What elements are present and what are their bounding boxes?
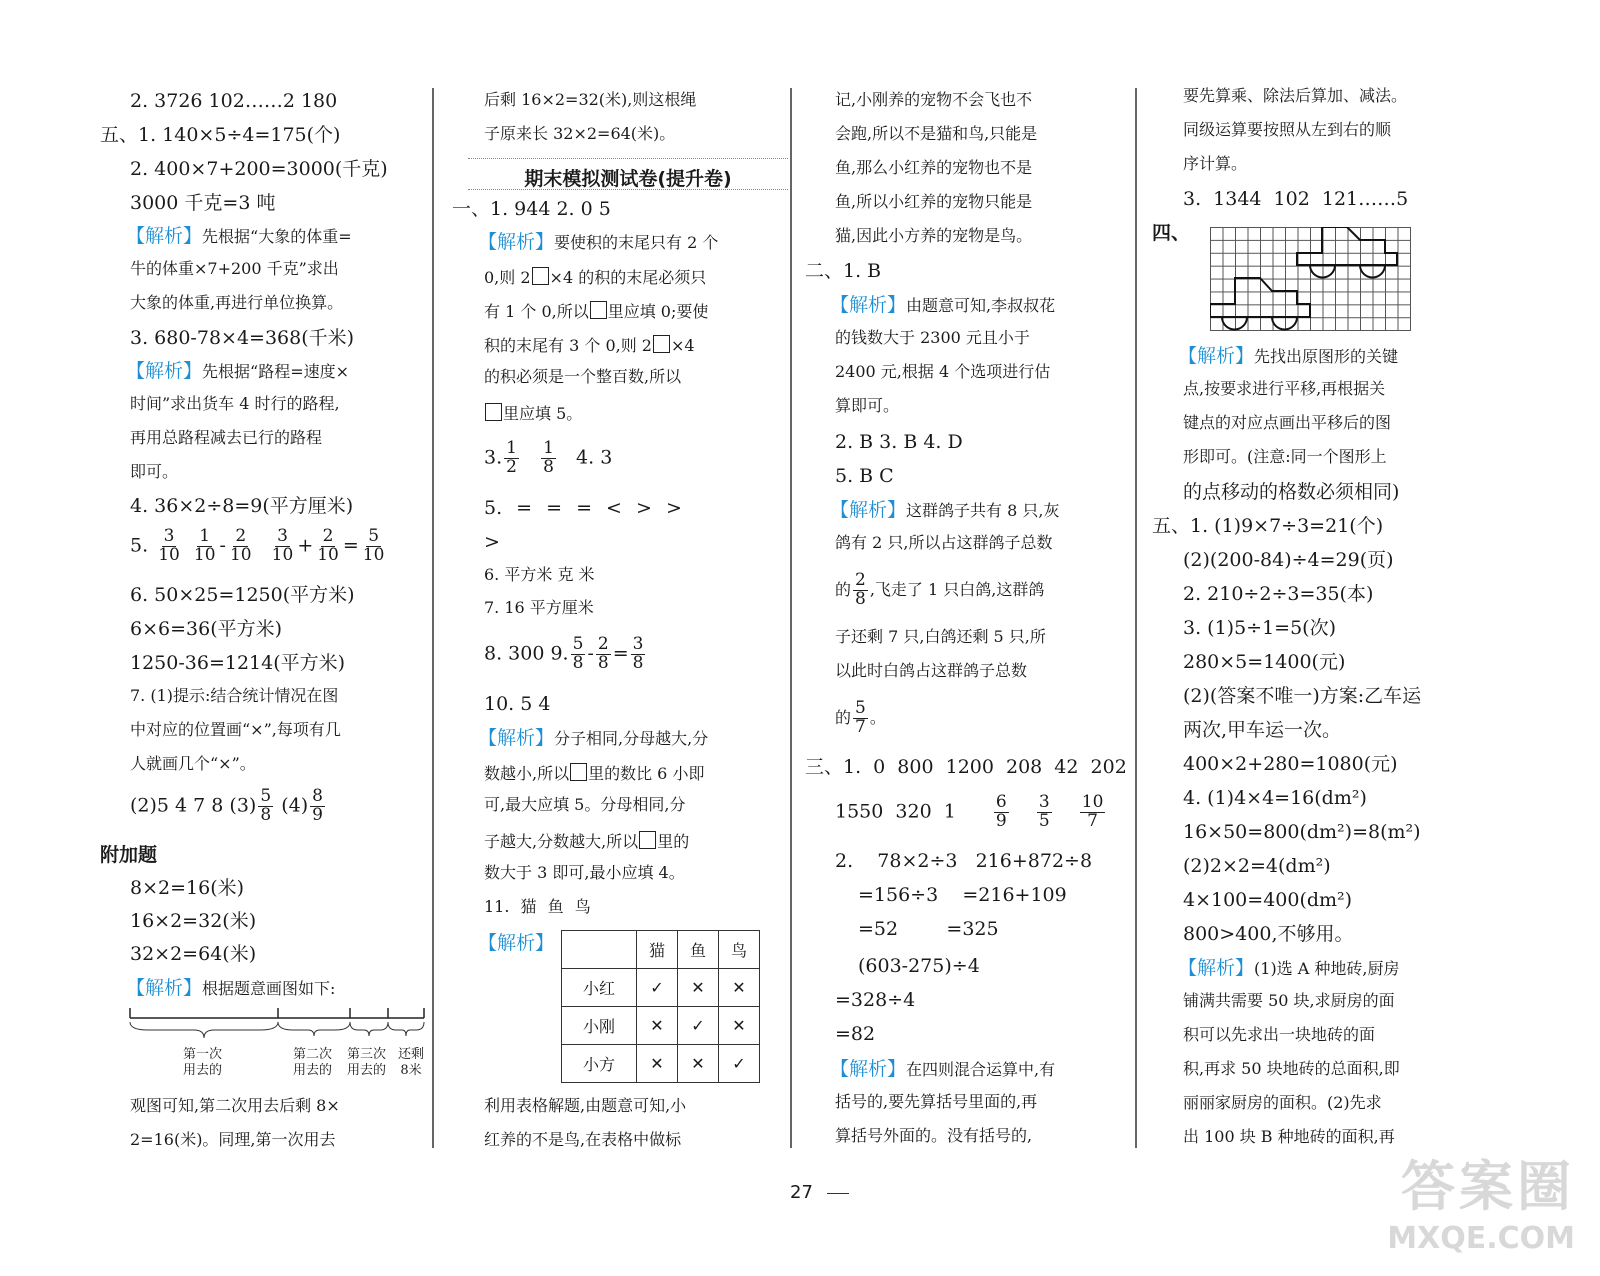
analysis-text: 的钱数大于 2300 元且小于 — [835, 328, 1030, 347]
answer-line: 3. 1344 102 121……5 — [1183, 188, 1409, 210]
segment-label — [398, 1047, 424, 1080]
numerator: 1 — [506, 438, 517, 458]
brace — [130, 1022, 278, 1038]
answer-line: 2. B 3. B 4. D — [835, 431, 963, 453]
answer-line: 7. 16 平方厘米 — [484, 598, 594, 617]
analysis-block — [1178, 959, 1400, 978]
answer-line: 11. 猫 鱼 鸟 — [484, 897, 591, 916]
answer-line: (2)2×2=4(dm²) — [1183, 855, 1331, 877]
operator: = — [612, 642, 629, 665]
denominator: 5 — [1038, 810, 1050, 831]
analysis-tag: 【解析】 — [478, 231, 555, 253]
analysis-text: 要使积的末尾只有 2 个 — [554, 233, 719, 252]
analysis-text: 以此时白鸽占这群鸽子总数 — [835, 661, 1028, 680]
fraction — [571, 636, 586, 673]
segment-label — [347, 1047, 386, 1080]
analysis-text: 键点的对应点画出平移后的图 — [1183, 413, 1392, 432]
numerator: 5 — [572, 634, 584, 654]
calc-line: =328÷4 — [835, 989, 916, 1011]
analysis-text: 序计算。 — [1183, 154, 1248, 173]
fraction-answer — [130, 788, 327, 825]
numerator: 10 — [1081, 792, 1104, 812]
watermark-logo — [1387, 1144, 1575, 1256]
analysis-block — [478, 729, 708, 748]
text: 的 — [835, 579, 852, 599]
calc-line: =82 — [835, 1023, 876, 1045]
original-arc — [1222, 317, 1247, 330]
fraction-answer — [484, 440, 612, 477]
original-shape — [1210, 278, 1310, 317]
analysis-text: 要先算乘、除法后算加、减法。 — [1183, 86, 1408, 105]
analysis-text: 利用表格解题,由题意可知,小 — [484, 1096, 687, 1115]
fraction — [853, 572, 868, 609]
table-corner — [562, 931, 637, 969]
analysis-text — [484, 831, 689, 850]
analysis-text: 记,小刚养的宠物不会飞也不 — [835, 90, 1033, 109]
blank-box — [532, 267, 549, 285]
analysis-text: 大象的体重,再进行单位换算。 — [130, 293, 344, 312]
table-cell: ✕ — [719, 969, 760, 1007]
segment-label — [293, 1047, 332, 1080]
operator: - — [587, 642, 594, 665]
analysis-text: 即可。 — [130, 462, 179, 481]
answer-line: 16×2=32(米) — [130, 910, 257, 932]
analysis-text: 丽丽家厨房的面积。(2)先求 — [1183, 1093, 1382, 1112]
answer-line: 32×2=64(米) — [130, 943, 257, 965]
analysis-text: 子原来长 32×2=64(米)。 — [484, 124, 676, 143]
text: 里应填 5。 — [503, 404, 583, 423]
numerator: 1 — [543, 438, 554, 458]
calc-line: 2. 78×2÷3 216+872÷8 — [835, 850, 1093, 872]
numerator: 2 — [235, 526, 247, 546]
analysis-text: 观图可知,第二次用去后剩 8× — [130, 1096, 340, 1115]
denominator: 10 — [229, 544, 252, 565]
column-divider — [1135, 88, 1137, 1148]
text: ×4 — [670, 336, 695, 355]
blank-box — [570, 763, 587, 781]
analysis-text: 再用总路程减去已行的路程 — [130, 428, 323, 447]
page-number-dash — [827, 1193, 849, 1194]
blank-box — [485, 403, 502, 421]
segment-label — [183, 1047, 222, 1080]
numerator: 3 — [277, 526, 288, 546]
denominator: 8 — [543, 456, 554, 477]
fraction — [853, 700, 868, 737]
answer-line: 3. 680-78×4=368(千米) — [130, 327, 355, 349]
denominator: 8 — [597, 652, 609, 673]
answer-text: 1550 320 1 — [835, 800, 956, 823]
answer-line: 4. (1)4×4=16(dm²) — [1183, 787, 1367, 809]
fraction — [504, 440, 519, 477]
table-header: 猫 — [637, 931, 678, 969]
answer-line: 两次,甲车运一次。 — [1183, 719, 1342, 741]
analysis-text: 会跑,所以不是猫和鸟,只能是 — [835, 124, 1038, 143]
fraction — [1037, 794, 1052, 831]
text: 数越小,所以 — [484, 764, 570, 783]
analysis-text: 分子相同,分母越大,分 — [554, 729, 709, 748]
table-header: 鱼 — [678, 931, 719, 969]
denominator: 10 — [317, 544, 339, 565]
answer-line: 8×2=16(米) — [130, 877, 245, 899]
analysis-text: (1)选 A 种地砖,厨房 — [1254, 959, 1400, 978]
answer-line: 2. 210÷2÷3=35(本) — [1183, 583, 1374, 605]
answer-line: 3000 千克=3 吨 — [130, 192, 276, 214]
analysis-block — [126, 227, 352, 246]
label-text: 用去的 — [347, 1063, 387, 1079]
denominator: 7 — [1087, 810, 1098, 831]
text: 里应填 0;要使 — [607, 302, 709, 321]
section-two-answer: 二、1. B — [805, 260, 882, 282]
answer-line: 6×6=36(平方米) — [130, 618, 283, 640]
analysis-text: 形即可。(注意:同一个图形上 — [1183, 447, 1387, 466]
brace — [278, 1022, 350, 1036]
analysis-text: 的点移动的格数必须相同) — [1183, 481, 1400, 503]
analysis-tag-text: 【解析】 — [478, 932, 555, 954]
fraction — [315, 528, 341, 565]
operator: = — [342, 534, 359, 557]
answer-line: 5. B C — [835, 465, 894, 487]
analysis-tag: 【解析】 — [830, 499, 907, 521]
text: 0,则 2 — [484, 268, 531, 287]
analysis-block — [126, 979, 335, 998]
denominator: 8 — [572, 652, 584, 673]
exam-title: 期末模拟测试卷(提升卷) — [524, 168, 732, 190]
analysis-block — [126, 362, 349, 381]
moved-shape — [1297, 227, 1397, 265]
watermark-text: 答案圈 — [1401, 1155, 1575, 1218]
denominator: 10 — [158, 544, 180, 565]
answer-line: 4×100=400(dm²) — [1183, 889, 1353, 911]
denominator: 8 — [632, 652, 644, 673]
analysis-text: 算即可。 — [835, 396, 900, 415]
answer-line: 10. 5 4 — [484, 693, 551, 715]
analysis-text: 铺满共需要 50 块,求厨房的面 — [1183, 991, 1395, 1010]
label-text: 还剩 — [398, 1047, 425, 1062]
numerator: 3 — [163, 526, 175, 546]
analysis-text — [484, 763, 704, 782]
analysis-text — [484, 403, 582, 422]
label-text: 第一次 — [183, 1047, 223, 1062]
analysis-text: 由题意可知,李叔叔花 — [906, 296, 1056, 315]
answer-line: 800>400,不够用。 — [1183, 923, 1354, 945]
analysis-text: 括号的,要先算括号里面的,再 — [835, 1092, 1038, 1111]
row-label: 小红 — [562, 969, 637, 1007]
translation-figure — [1210, 227, 1411, 331]
label-text: 第三次 — [347, 1047, 387, 1062]
analysis-tag: 【解析】 — [478, 727, 555, 749]
numerator: 5 — [855, 698, 866, 718]
calc-line: (603-275)÷4 — [858, 955, 980, 977]
analysis-text — [835, 572, 1044, 609]
analysis-text: 算括号外面的。没有括号的, — [835, 1126, 1033, 1145]
analysis-block — [830, 501, 1059, 520]
analysis-text: 先找出原图形的关键 — [1254, 347, 1399, 366]
table-header: 鸟 — [719, 931, 760, 969]
exam-title-bar — [468, 158, 788, 190]
section-five-answer: 五、1. (1)9×7÷3=21(个) — [1152, 515, 1384, 537]
text: 有 1 个 0,所以 — [484, 302, 589, 321]
brace — [388, 1022, 424, 1036]
answer-line: 7. (1)提示:结合统计情况在图 — [130, 686, 339, 705]
fraction — [994, 794, 1009, 831]
bonus-heading: 附加题 — [100, 844, 158, 866]
operator: - — [219, 534, 226, 557]
analysis-text: 2=16(米)。同理,第一次用去 — [130, 1130, 336, 1149]
fraction — [310, 788, 325, 825]
numerator: 5 — [260, 786, 272, 806]
denominator: 7 — [855, 716, 866, 737]
text: 。 — [869, 707, 886, 727]
moved-arc — [1310, 265, 1335, 278]
analysis-tag: 【解析】 — [1178, 345, 1255, 367]
numerator: 1 — [199, 526, 211, 546]
table-cell: ✓ — [678, 1007, 719, 1045]
analysis-text: 鱼,所以小红养的宠物只能是 — [835, 192, 1033, 211]
numerator: 3 — [632, 634, 644, 654]
section-one-answers: 一、1. 944 2. 0 5 — [452, 198, 611, 220]
calc-line: =52 =325 — [858, 918, 999, 940]
analysis-text — [484, 301, 708, 320]
analysis-text: 牛的体重×7+200 千克”求出 — [130, 259, 339, 278]
analysis-text: 的积必须是一个整百数,所以 — [484, 367, 682, 386]
numerator: 3 — [1038, 792, 1050, 812]
fraction-answer — [130, 528, 388, 565]
label-text: 第二次 — [293, 1047, 333, 1062]
answer-line: 4. 36×2÷8=9(平方厘米) — [130, 495, 354, 517]
fraction — [156, 528, 182, 565]
analysis-text: 数大于 3 即可,最小应填 4。 — [484, 863, 685, 882]
analysis-tag — [478, 934, 554, 953]
analysis-text: 2400 元,根据 4 个选项进行估 — [835, 362, 1051, 381]
numerator: 8 — [312, 786, 323, 806]
denominator: 10 — [193, 544, 216, 565]
table-row — [562, 1045, 760, 1083]
analysis-tag: 【解析】 — [1178, 957, 1255, 979]
moved-arc — [1360, 265, 1385, 278]
answer-line: (2)(200-84)÷4=29(页) — [1183, 549, 1394, 571]
label-text: 用去的 — [293, 1063, 333, 1079]
answer-line: 400×2+280=1080(元) — [1183, 753, 1398, 775]
analysis-text: 猫,因此小方养的宠物是鸟。 — [835, 226, 1033, 245]
column-divider — [790, 88, 792, 1148]
analysis-text: 子还剩 7 只,白鸽还剩 5 只,所 — [835, 627, 1046, 646]
blank-box — [653, 335, 670, 353]
row-label: 小方 — [562, 1045, 637, 1083]
analysis-text: 鱼,那么小红养的宠物也不是 — [835, 158, 1033, 177]
numerator: 6 — [995, 792, 1007, 812]
analysis-tag: 【解析】 — [830, 294, 907, 316]
analysis-text: 鸽有 2 只,所以占这群鸽子总数 — [835, 533, 1053, 552]
analysis-text — [484, 267, 706, 286]
table-header-row — [562, 931, 760, 969]
rope-diagram — [128, 1004, 428, 1044]
text: 子越大,分数越大,所以 — [484, 832, 639, 851]
page-number-text: 27 — [790, 1182, 813, 1203]
numerator: 2 — [855, 570, 866, 590]
section-five-q1: 五、1. 140×5÷4=175(个) — [100, 124, 341, 146]
analysis-text: 积可以先求出一块地砖的面 — [1183, 1025, 1376, 1044]
denominator: 9 — [995, 810, 1007, 831]
fraction-answer — [484, 636, 647, 673]
fraction — [541, 440, 556, 477]
answer-line: 280×5=1400(元) — [1183, 651, 1346, 673]
analysis-text: 同级运算要按照从左到右的顺 — [1183, 120, 1392, 139]
analysis-text: 这群鸽子共有 8 只,灰 — [906, 501, 1060, 520]
analysis-block — [1178, 347, 1398, 366]
text: 积的末尾有 3 个 0,则 2 — [484, 336, 652, 355]
table-row — [562, 1007, 760, 1045]
calc-line: =156÷3 =216+109 — [858, 884, 1067, 906]
analysis-text: 先根据“大象的体重= — [202, 227, 352, 246]
numerator: 2 — [322, 526, 334, 546]
answer-text: 8. 300 9. — [484, 642, 569, 665]
analysis-text: 在四则混合运算中,有 — [906, 1060, 1056, 1079]
answer-line: 5. = = = < > > — [484, 497, 682, 519]
denominator: 10 — [362, 544, 385, 565]
fraction — [596, 636, 611, 673]
fraction — [192, 528, 218, 565]
analysis-block — [830, 296, 1055, 315]
answer-text: 4. 3 — [576, 446, 613, 469]
answer-line: 人就画几个“×”。 — [130, 754, 256, 773]
column-divider — [432, 88, 434, 1148]
answer-line: 6. 50×25=1250(平方米) — [130, 584, 355, 606]
analysis-text: 出 100 块 B 种地砖的面积,再 — [1183, 1127, 1395, 1146]
answer-line: 16×50=800(dm²)=8(m²) — [1183, 821, 1421, 843]
denominator: 8 — [855, 588, 866, 609]
numerator: 5 — [368, 526, 380, 546]
fraction — [361, 528, 387, 565]
answer-line: 6. 平方米 克 米 — [484, 565, 595, 584]
analysis-text: 先根据“路程=速度× — [202, 362, 350, 381]
text: ×4 的积的末尾必须只 — [549, 268, 707, 287]
table-cell: ✕ — [637, 1007, 678, 1045]
table-cell: ✕ — [637, 1045, 678, 1083]
item-number: 5. — [130, 534, 149, 557]
table-row — [562, 969, 760, 1007]
answer-text: (4) — [281, 794, 309, 817]
denominator: 10 — [271, 544, 294, 565]
denominator: 2 — [506, 456, 517, 477]
fraction — [228, 528, 254, 565]
table-cell: ✓ — [637, 969, 678, 1007]
analysis-text: 后剩 16×2=32(米),则这根绳 — [484, 90, 697, 109]
fraction — [1080, 794, 1106, 831]
answer-line: 1250-36=1214(平方米) — [130, 652, 346, 674]
analysis-text: 时间”求出货车 4 时行的路程, — [130, 394, 340, 413]
label-text: 8米 — [400, 1063, 422, 1079]
analysis-tag: 【解析】 — [830, 1058, 907, 1080]
original-arc — [1272, 317, 1297, 330]
denominator: 8 — [260, 804, 272, 825]
table-cell: ✕ — [678, 1045, 719, 1083]
answer-line: 中对应的位置画“×”,每项有几 — [130, 720, 341, 739]
fraction-answer — [835, 794, 1107, 831]
text: 里的 — [657, 832, 690, 851]
text: 里的数比 6 小即 — [588, 764, 705, 783]
answer-line: 3. (1)5÷1=5(次) — [1183, 617, 1337, 639]
answer-line: 2. 3726 102……2 180 — [130, 90, 338, 112]
answer-line: 2. 400×7+200=3000(千克) — [130, 158, 388, 180]
row-label: 小刚 — [562, 1007, 637, 1045]
analysis-tag: 【解析】 — [126, 360, 203, 382]
analysis-text: 根据题意画图如下: — [202, 979, 336, 998]
fraction — [270, 528, 296, 565]
analysis-text: 点,按要求进行平移,再根据关 — [1183, 379, 1386, 398]
section-three-answers: 三、1. 0 800 1200 208 42 202 — [805, 756, 1127, 778]
answer-text: (2)5 4 7 8 (3) — [130, 794, 257, 817]
table-cell: ✓ — [719, 1045, 760, 1083]
analysis-tag: 【解析】 — [126, 977, 203, 999]
blank-box — [590, 301, 607, 319]
answer-line: > — [484, 531, 500, 553]
analysis-text: 红养的不是鸟,在表格中做标 — [484, 1130, 682, 1149]
operator: + — [297, 534, 314, 557]
label-text: 用去的 — [183, 1063, 223, 1079]
analysis-block — [478, 233, 718, 252]
logic-table — [561, 930, 760, 1083]
answer-line: (2)(答案不唯一)方案:乙车运 — [1183, 685, 1422, 707]
item-number: 3. — [484, 446, 503, 469]
analysis-text: 可,最大应填 5。分母相同,分 — [484, 795, 686, 814]
table-cell: ✕ — [719, 1007, 760, 1045]
analysis-text — [835, 700, 886, 737]
table-cell: ✕ — [678, 969, 719, 1007]
analysis-block — [830, 1060, 1055, 1079]
watermark-url: MXQE.COM — [1387, 1221, 1575, 1256]
blank-box — [639, 831, 656, 849]
analysis-text — [484, 335, 695, 354]
analysis-text: 积,再求 50 块地砖的总面积,即 — [1183, 1059, 1400, 1078]
numerator: 2 — [597, 634, 609, 654]
fraction — [258, 788, 273, 825]
brace — [350, 1022, 388, 1036]
section-four-label: 四、 — [1152, 222, 1191, 244]
denominator: 9 — [312, 804, 323, 825]
text: ,飞走了 1 只白鸽,这群鸽 — [869, 579, 1045, 599]
text: 的 — [835, 707, 852, 727]
page-number — [790, 1182, 849, 1203]
analysis-tag: 【解析】 — [126, 225, 203, 247]
fraction — [631, 636, 646, 673]
